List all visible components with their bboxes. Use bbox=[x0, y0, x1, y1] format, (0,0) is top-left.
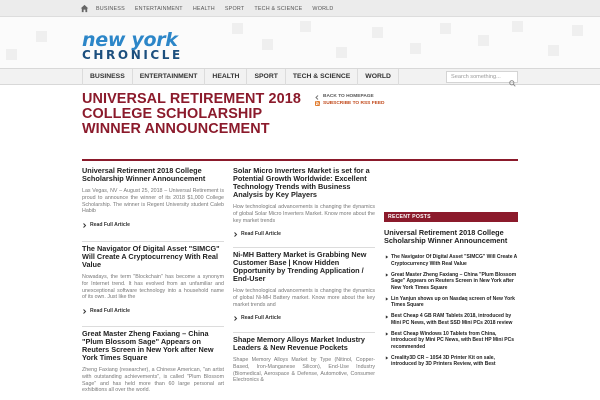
top-nav-entertainment[interactable]: ENTERTAINMENT bbox=[134, 5, 183, 12]
article-separator bbox=[233, 332, 375, 333]
article-excerpt: How technological advancements is changing the dynamics of global Solar Micro Inverters Market. Know more about the key market trends bbox=[233, 204, 375, 224]
top-bar bbox=[0, 0, 600, 17]
header-pattern-square bbox=[478, 35, 489, 46]
recent-post-title: Great Master Zheng Faxiang – China "Plum Blossom Sage" Appears on Reuters Screen in New York after New York Times Square bbox=[391, 271, 517, 291]
nav-sport[interactable]: SPORT bbox=[247, 69, 285, 85]
search-input[interactable]: Search something... bbox=[446, 71, 518, 83]
recent-post-title: The Navigator Of Digital Asset "SIMCG" Will Create A Cryptocurrency With Real Value bbox=[391, 254, 518, 267]
list-item[interactable] bbox=[384, 296, 518, 309]
article-excerpt: Shape Memory Alloys Market by Type (Nitinol, Copper-Based, Iron-Manganese Silicon), End-Use Industry (Biomedical, Aerospace & Defense, Automotive, Consumer Electronics & bbox=[233, 357, 375, 384]
header-pattern-square bbox=[410, 43, 421, 54]
arrow-right-icon bbox=[385, 273, 389, 277]
chevron-right-icon bbox=[233, 316, 238, 321]
back-link-label: BACK TO HOMEPAGE bbox=[323, 94, 374, 99]
article-title[interactable]: Ni-MH Battery Market is Grabbing New Customer Base | Know Hidden Opportunity by Trending Application / End-User bbox=[233, 250, 367, 284]
header-pattern-square bbox=[262, 39, 273, 50]
chevron-right-icon bbox=[82, 309, 87, 314]
home-icon[interactable] bbox=[80, 4, 89, 13]
search-icon[interactable] bbox=[509, 74, 516, 81]
chevron-right-icon bbox=[82, 223, 87, 228]
read-full-article-link[interactable] bbox=[233, 315, 375, 321]
top-nav-sport[interactable]: SPORT bbox=[224, 5, 245, 12]
recent-post-title: Best Cheap Windows 10 Tablets from China, introduced by Mini PC News, with Best HP Mini PCs recommended bbox=[391, 331, 514, 350]
arrow-right-icon bbox=[385, 297, 389, 301]
article-separator bbox=[82, 326, 224, 327]
top-nav bbox=[96, 0, 343, 17]
top-nav-business[interactable]: BUSINESS bbox=[96, 5, 125, 12]
page-links bbox=[315, 94, 384, 107]
main-nav bbox=[0, 68, 600, 85]
arrow-right-icon bbox=[385, 332, 389, 336]
arrow-right-icon bbox=[385, 356, 389, 360]
read-full-article-link[interactable] bbox=[82, 308, 224, 314]
header-pattern-square bbox=[6, 49, 17, 60]
sidebar-heading: RECENT POSTS bbox=[384, 212, 518, 222]
article-excerpt: Zheng Faxiang (researcher), a Chinese American, "an artist with outstanding achievements", is called "Plum Blossom Sage" and has held more than 60 large personal art exhibitions all over the world. bbox=[82, 367, 224, 394]
article-title[interactable]: Great Master Zheng Faxiang – China "Plum Blossom Sage" Appears on Reuters Screen in New York after New York Times Square bbox=[82, 329, 214, 363]
article-title[interactable]: Shape Memory Alloys Market Industry Leaders & New Revenue Pockets bbox=[233, 335, 365, 353]
article-title[interactable]: Universal Retirement 2018 College Scholarship Winner Announcement bbox=[82, 166, 206, 184]
nav-health[interactable]: HEALTH bbox=[205, 69, 247, 85]
header-pattern-square bbox=[336, 47, 347, 58]
article-separator bbox=[82, 241, 224, 242]
header-pattern-square bbox=[232, 23, 243, 34]
sidebar-feature-post[interactable]: Universal Retirement 2018 College Scholarship Winner Announcement bbox=[384, 228, 508, 246]
list-item[interactable] bbox=[384, 331, 518, 350]
back-to-homepage-link[interactable] bbox=[315, 94, 384, 100]
subscribe-rss-link[interactable] bbox=[315, 101, 384, 107]
rss-link-label: SUBSCRIBE TO RSS FEED bbox=[323, 100, 385, 106]
article-card bbox=[82, 245, 224, 314]
arrow-right-icon bbox=[385, 315, 389, 319]
header-pattern-square bbox=[440, 23, 451, 34]
logo-line-1: new york bbox=[82, 29, 178, 51]
header-pattern-square bbox=[300, 21, 311, 32]
header-pattern-square bbox=[572, 25, 583, 36]
read-more-label: Read Full Article bbox=[90, 308, 131, 315]
recent-post-title: Lin Yanjun shows up on Nasdaq screen of New York Times Square bbox=[391, 295, 515, 309]
read-more-label: Read Full Article bbox=[241, 315, 282, 322]
list-item[interactable] bbox=[384, 355, 518, 368]
article-separator bbox=[233, 247, 375, 248]
list-item[interactable] bbox=[384, 254, 518, 267]
article-excerpt: Las Vegas, NV – August 25, 2018 – Universal Retirement is proud to announce the winner of its 2018 $1,000 College Scholarship. The winner is Regent University student Caleb Habib bbox=[82, 188, 224, 215]
site-logo[interactable] bbox=[82, 31, 212, 63]
chevron-right-icon bbox=[233, 232, 238, 237]
arrow-right-icon bbox=[385, 255, 389, 259]
read-full-article-link[interactable] bbox=[82, 222, 224, 228]
article-title[interactable]: Solar Micro Inverters Market is set for a Potential Growth Worldwide: Excellent Technology Trends with Business Analysis by Key Players bbox=[233, 166, 370, 200]
article-card bbox=[82, 167, 224, 228]
header-pattern-square bbox=[36, 31, 47, 42]
read-more-label: Read Full Article bbox=[241, 231, 282, 238]
recent-posts-list bbox=[384, 254, 518, 368]
article-excerpt: Nowadays, the term "Blockchain" has become a synonym for Internet trend. It has evolved from an unfamiliar and unexceptional software technology into a household name of its own. Just like the bbox=[82, 274, 224, 301]
header-pattern-square bbox=[512, 21, 523, 32]
article-card bbox=[233, 251, 375, 321]
nav-world[interactable]: WORLD bbox=[358, 69, 399, 85]
header-pattern-square bbox=[372, 27, 383, 38]
rss-icon bbox=[315, 101, 320, 106]
article-excerpt: How technological advancements is changing the dynamics of global Ni-MH Battery market. Know more about the key market trends and bbox=[233, 288, 375, 308]
header-pattern-square bbox=[548, 45, 559, 56]
sidebar-recent-posts bbox=[384, 212, 518, 373]
title-divider bbox=[82, 159, 518, 161]
list-item[interactable] bbox=[384, 313, 518, 326]
article-card bbox=[233, 336, 375, 384]
back-arrow-icon bbox=[315, 95, 320, 100]
top-nav-tech-science[interactable]: TECH & SCIENCE bbox=[254, 5, 303, 12]
article-title[interactable]: The Navigator Of Digital Asset "SIMCG" Will Create A Cryptocurrency With Real Value bbox=[82, 244, 220, 270]
top-nav-world[interactable]: WORLD bbox=[312, 5, 334, 12]
page-title: UNIVERSAL RETIREMENT 2018 COLLEGE SCHOLARSHIP WINNER ANNOUNCEMENT bbox=[82, 91, 301, 138]
article-card bbox=[82, 330, 224, 394]
recent-post-title: Best Cheap 4 GB RAM Tablets 2018, introduced by Mini PC News, with Best SSD Mini PCs 2018 review bbox=[391, 313, 513, 326]
read-more-label: Read Full Article bbox=[90, 222, 131, 228]
recent-post-title: Creality3D CR – 10S4 3D Printer Kit on sale, introduced by 3D Printers Review, with Best bbox=[391, 355, 496, 368]
read-full-article-link[interactable] bbox=[233, 231, 375, 237]
top-nav-health[interactable]: HEALTH bbox=[192, 5, 215, 12]
nav-tech-science[interactable]: TECH & SCIENCE bbox=[286, 69, 358, 85]
nav-business[interactable]: BUSINESS bbox=[82, 69, 133, 85]
article-card bbox=[233, 167, 375, 237]
logo-line-2: CHRONICLE bbox=[82, 48, 183, 62]
list-item[interactable] bbox=[384, 272, 518, 291]
nav-entertainment[interactable]: ENTERTAINMENT bbox=[133, 69, 206, 85]
